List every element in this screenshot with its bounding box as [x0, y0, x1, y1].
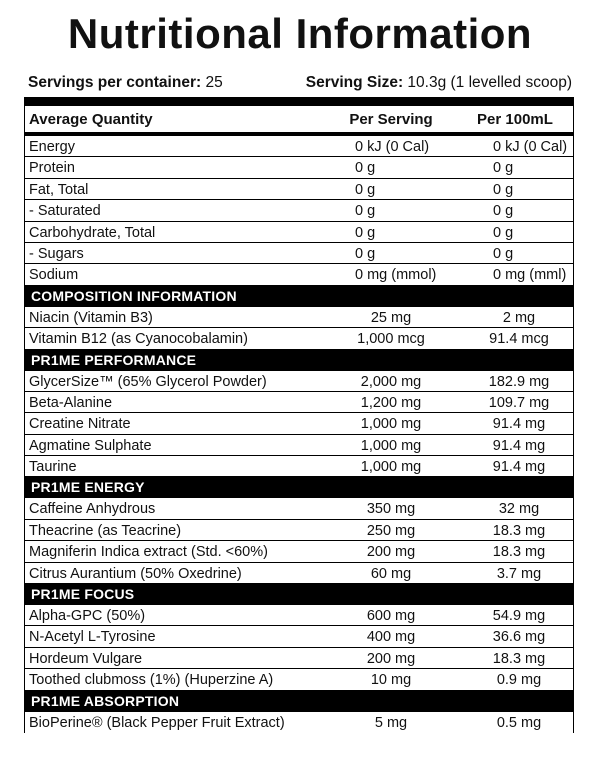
row-per-serving: 0 mg (mmol) [355, 267, 437, 284]
row-per-serving: 1,000 mg [360, 459, 422, 476]
row-per-100ml: 0 mg (mml) [493, 267, 567, 284]
row-per-serving: 1,000 mcg [357, 331, 425, 348]
row-label: Carbohydrate, Total [29, 224, 156, 241]
section-composition-information: COMPOSITION INFORMATION [25, 286, 573, 307]
table-row [25, 371, 573, 392]
row-per-serving: 1,000 mg [360, 437, 422, 454]
row-label: GlycerSize™ (65% Glycerol Powder) [29, 373, 267, 390]
header-average-quantity: Average Quantity [29, 111, 153, 128]
row-per-serving: 2,000 mg [360, 373, 422, 390]
row-per-serving: 0 g [355, 160, 376, 177]
table-row [25, 392, 573, 413]
row-per-100ml: 0 g [493, 203, 514, 220]
row-per-100ml: 0 g [493, 181, 514, 198]
table-row [25, 413, 573, 434]
servings-per-container-label: Servings per container: [28, 74, 202, 91]
table-row [25, 157, 573, 178]
row-per-100ml: 0 kJ (0 Cal) [493, 139, 568, 155]
row-label: BioPerine® (Black Pepper Fruit Extract) [29, 714, 285, 731]
row-label: Citrus Aurantium (50% Oxedrine) [29, 565, 242, 582]
row-per-serving: 0 kJ (0 Cal) [355, 139, 430, 155]
table-row [25, 200, 573, 221]
table-row [25, 243, 573, 264]
servings-line [28, 72, 576, 94]
table-row [25, 541, 573, 562]
table-row [25, 264, 573, 285]
row-per-serving: 1,000 mg [360, 416, 422, 433]
row-per-100ml: 91.4 mcg [489, 331, 549, 348]
row-per-100ml: 0.9 mg [496, 672, 542, 689]
row-per-100ml: 0 g [493, 224, 514, 241]
row-per-serving: 200 mg [366, 650, 416, 667]
row-label: Beta-Alanine [29, 394, 113, 411]
row-per-100ml: 2 mg [502, 309, 536, 326]
row-label: Agmatine Sulphate [29, 437, 152, 454]
row-label: Sodium [29, 267, 79, 284]
row-per-100ml: 0 g [493, 245, 514, 262]
row-per-serving: 350 mg [366, 501, 416, 518]
serving-size-value: 10.3g (1 levelled scoop) [407, 74, 572, 91]
row-label: Energy [29, 139, 75, 155]
table-row [25, 222, 573, 243]
row-per-100ml: 182.9 mg [488, 373, 550, 390]
row-per-100ml: 109.7 mg [488, 394, 550, 411]
table-row [25, 712, 573, 733]
row-label: Taurine [29, 459, 77, 476]
table-row [25, 626, 573, 647]
row-per-100ml: 32 mg [498, 501, 540, 518]
row-label: - Sugars [29, 245, 84, 262]
row-per-100ml: 36.6 mg [492, 629, 546, 646]
table-row [25, 669, 573, 690]
section-prime-energy: PR1ME ENERGY [25, 477, 573, 498]
row-label: - Saturated [29, 203, 101, 220]
table-row [25, 648, 573, 669]
row-per-serving: 0 g [355, 203, 376, 220]
row-per-serving: 250 mg [366, 522, 416, 539]
section-prime-absorption: PR1ME ABSORPTION [25, 691, 573, 712]
row-per-serving: 5 mg [374, 714, 408, 731]
row-per-100ml: 91.4 mg [492, 416, 546, 433]
header-per-serving: Per Serving [349, 111, 433, 128]
row-label: Caffeine Anhydrous [29, 501, 156, 518]
row-label: Vitamin B12 (as Cyanocobalamin) [29, 331, 248, 348]
row-per-100ml: 18.3 mg [492, 650, 546, 667]
row-per-100ml: 0.5 mg [496, 714, 542, 731]
row-per-100ml: 18.3 mg [492, 544, 546, 561]
nutrition-table [24, 106, 574, 733]
table-row [25, 498, 573, 519]
section-prime-performance: PR1ME PERFORMANCE [25, 350, 573, 371]
row-per-serving: 10 mg [370, 672, 412, 689]
row-per-serving: 600 mg [366, 608, 416, 625]
row-per-serving: 60 mg [370, 565, 412, 582]
row-per-100ml: 54.9 mg [492, 608, 546, 625]
table-row [25, 179, 573, 200]
table-row [25, 456, 573, 477]
row-label: Alpha-GPC (50%) [29, 608, 146, 625]
page-title: Nutritional Information [67, 10, 533, 57]
row-label: Theacrine (as Teacrine) [29, 522, 182, 539]
row-per-serving: 400 mg [366, 629, 416, 646]
row-per-100ml: 18.3 mg [492, 522, 546, 539]
row-label: Magniferin Indica extract (Std. <60%) [29, 544, 268, 561]
row-label: Creatine Nitrate [29, 416, 131, 433]
table-row [25, 307, 573, 328]
serving-size-label: Serving Size: [305, 74, 404, 91]
row-per-100ml: 3.7 mg [496, 565, 542, 582]
row-per-serving: 0 g [355, 245, 376, 262]
row-label: Fat, Total [29, 181, 89, 198]
table-row [25, 136, 573, 157]
header-divider [24, 97, 574, 106]
row-per-serving: 200 mg [366, 544, 416, 561]
row-per-100ml: 0 g [493, 160, 514, 177]
row-per-serving: 1,200 mg [360, 394, 422, 411]
row-label: Toothed clubmoss (1%) (Huperzine A) [29, 672, 274, 689]
servings-per-container [28, 72, 223, 94]
row-label: N-Acetyl L-Tyrosine [29, 629, 156, 646]
table-row [25, 328, 573, 349]
row-per-serving: 0 g [355, 224, 376, 241]
section-prime-focus: PR1ME FOCUS [25, 584, 573, 605]
row-per-serving: 0 g [355, 181, 376, 198]
row-label: Hordeum Vulgare [29, 650, 143, 667]
table-row [25, 520, 573, 541]
table-row [25, 435, 573, 456]
serving-size [306, 72, 572, 94]
header-per-100ml: Per 100mL [477, 111, 553, 128]
table-header [25, 106, 573, 136]
row-label: Niacin (Vitamin B3) [29, 309, 153, 326]
row-per-100ml: 91.4 mg [492, 459, 546, 476]
servings-per-container-value: 25 [205, 74, 223, 91]
table-row [25, 563, 573, 584]
row-label: Protein [29, 160, 75, 177]
row-per-serving: 25 mg [370, 309, 412, 326]
row-per-100ml: 91.4 mg [492, 437, 546, 454]
table-row [25, 605, 573, 626]
